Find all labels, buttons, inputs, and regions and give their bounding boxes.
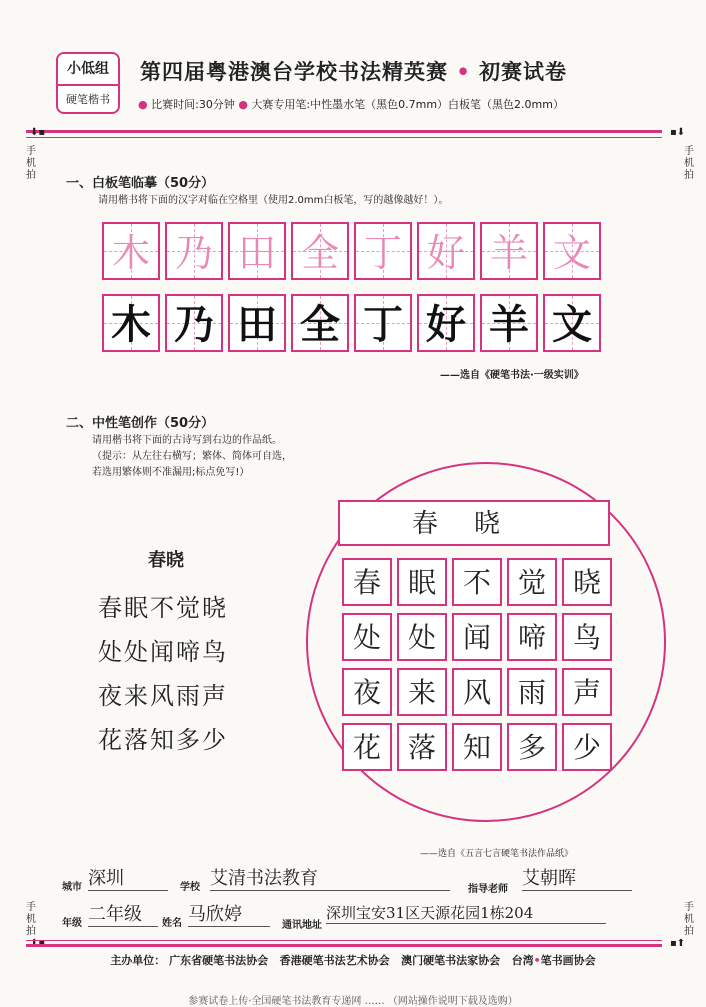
work-paper-row bbox=[342, 558, 612, 606]
title-sub: 初赛试卷 bbox=[479, 59, 568, 84]
work-cell[interactable]: 处 bbox=[342, 613, 392, 661]
bottom-divider bbox=[26, 944, 662, 947]
work-cell[interactable]: 声 bbox=[562, 668, 612, 716]
side-label-left-top: 手 机 拍 bbox=[26, 146, 36, 181]
work-cell[interactable]: 晓 bbox=[562, 558, 612, 606]
work-cell[interactable]: 春 bbox=[342, 558, 392, 606]
school-label: 学校 bbox=[180, 882, 200, 893]
city-field[interactable]: 深圳 bbox=[88, 864, 168, 891]
trace-cell[interactable]: 好 bbox=[417, 222, 475, 280]
title-main: 第四届粤港澳台学校书法精英赛 bbox=[140, 59, 448, 84]
model-cell: 羊 bbox=[480, 294, 538, 352]
school-field[interactable]: 艾清书法教育 bbox=[210, 864, 450, 891]
model-cell: 文 bbox=[543, 294, 601, 352]
section2-desc2: （提示：从左往右横写；繁体、简体可自选， bbox=[92, 451, 292, 462]
section2-desc3: 若选用繁体则不准漏用;标点免写!） bbox=[92, 467, 250, 478]
section2-title: 二、中性笔创作（50分） bbox=[66, 416, 215, 431]
work-cell[interactable]: 少 bbox=[562, 723, 612, 771]
top-divider-thin bbox=[26, 137, 662, 138]
trace-cell[interactable]: 丁 bbox=[354, 222, 412, 280]
camera-icon: ▪⬇ bbox=[670, 127, 686, 138]
name-field[interactable]: 马欣婷 bbox=[188, 900, 270, 927]
level-label: 小低组 bbox=[58, 54, 118, 86]
trace-cell[interactable]: 文 bbox=[543, 222, 601, 280]
trace-row bbox=[102, 222, 601, 280]
address-label: 通讯地址 bbox=[282, 920, 322, 931]
bullet-icon: ● bbox=[238, 98, 248, 111]
bottom-divider-thin bbox=[26, 940, 662, 941]
work-paper-row bbox=[342, 613, 612, 661]
page-title bbox=[140, 56, 567, 86]
work-cell[interactable]: 雨 bbox=[507, 668, 557, 716]
paper-source: ——选自《五言七言硬笔书法作品纸》 bbox=[420, 849, 574, 859]
info-pen: 大赛专用笔:中性墨水笔（黑色0.7mm）白板笔（黑色2.0mm） bbox=[251, 98, 564, 111]
work-cell[interactable]: 多 bbox=[507, 723, 557, 771]
work-cell[interactable]: 处 bbox=[397, 613, 447, 661]
side-label-right-top: 手 机 拍 bbox=[684, 146, 694, 181]
name-label: 姓名 bbox=[162, 918, 182, 929]
camera-icon: ▪⬆ bbox=[670, 938, 686, 949]
poem-line: 花落知多少 bbox=[98, 726, 228, 754]
section2-desc1: 请用楷书将下面的古诗写到右边的作品纸。 bbox=[92, 435, 282, 446]
section1-source: ——选自《硬笔书法·一级实训》 bbox=[440, 370, 584, 381]
work-cell[interactable]: 不 bbox=[452, 558, 502, 606]
trace-cell[interactable]: 木 bbox=[102, 222, 160, 280]
bullet-icon: ● bbox=[138, 98, 148, 111]
grade-field[interactable]: 二年级 bbox=[88, 900, 158, 927]
footer-organizers: 主办单位： 广东省硬笔书法协会 香港硬笔书法艺术协会 澳门硬笔书法家协会 台湾•笔书画协会 bbox=[110, 954, 596, 967]
city-label: 城市 bbox=[62, 882, 82, 893]
poem-title: 春晓 bbox=[148, 550, 184, 571]
model-row bbox=[102, 294, 601, 352]
trace-cell[interactable]: 羊 bbox=[480, 222, 538, 280]
work-paper-row bbox=[342, 723, 612, 771]
work-cell[interactable]: 落 bbox=[397, 723, 447, 771]
work-cell[interactable]: 鸟 bbox=[562, 613, 612, 661]
contest-info bbox=[138, 96, 564, 112]
trace-cell[interactable]: 田 bbox=[228, 222, 286, 280]
side-label-left-bottom: 手 机 拍 bbox=[26, 902, 36, 937]
category-label: 硬笔楷书 bbox=[66, 93, 110, 106]
trace-cell[interactable]: 乃 bbox=[165, 222, 223, 280]
work-cell[interactable]: 觉 bbox=[507, 558, 557, 606]
camera-icon: ⬇▪ bbox=[30, 127, 46, 138]
model-cell: 木 bbox=[102, 294, 160, 352]
poem-line: 夜来风雨声 bbox=[98, 682, 228, 710]
side-label-right-bottom: 手 机 拍 bbox=[684, 902, 694, 937]
teacher-label: 指导老师 bbox=[468, 884, 508, 895]
work-cell[interactable]: 风 bbox=[452, 668, 502, 716]
section1-title: 一、白板笔临摹（50分） bbox=[66, 176, 215, 191]
work-cell[interactable]: 眠 bbox=[397, 558, 447, 606]
model-cell: 丁 bbox=[354, 294, 412, 352]
poem-line: 春眠不觉晓 bbox=[98, 594, 228, 622]
work-cell[interactable]: 夜 bbox=[342, 668, 392, 716]
teacher-field[interactable]: 艾朝晖 bbox=[522, 864, 632, 891]
trace-cell[interactable]: 全 bbox=[291, 222, 349, 280]
work-cell[interactable]: 闻 bbox=[452, 613, 502, 661]
address-field[interactable]: 深圳宝安31区天源花园1栋204 bbox=[326, 902, 606, 924]
work-cell[interactable]: 啼 bbox=[507, 613, 557, 661]
poem-line: 处处闻啼鸟 bbox=[98, 638, 228, 666]
title-dot: • bbox=[456, 59, 471, 84]
work-cell[interactable]: 来 bbox=[397, 668, 447, 716]
model-cell: 乃 bbox=[165, 294, 223, 352]
info-time: 比赛时间:30分钟 bbox=[151, 98, 235, 111]
model-cell: 好 bbox=[417, 294, 475, 352]
work-cell[interactable]: 花 bbox=[342, 723, 392, 771]
footer-note: 参赛试卷上传·全国硬笔书法教育专递网 …… （网站操作说明下载及选购） bbox=[188, 996, 518, 1007]
model-cell: 田 bbox=[228, 294, 286, 352]
work-cell[interactable]: 知 bbox=[452, 723, 502, 771]
model-cell: 全 bbox=[291, 294, 349, 352]
grade-label: 年级 bbox=[62, 918, 82, 929]
work-paper-title[interactable]: 春晓 bbox=[338, 500, 610, 546]
top-divider bbox=[26, 130, 662, 133]
level-badge bbox=[56, 52, 120, 114]
work-paper-row bbox=[342, 668, 612, 716]
section1-desc: 请用楷书将下面的汉字对临在空格里（使用2.0mm白板笔，写的越像越好！）。 bbox=[98, 195, 449, 206]
